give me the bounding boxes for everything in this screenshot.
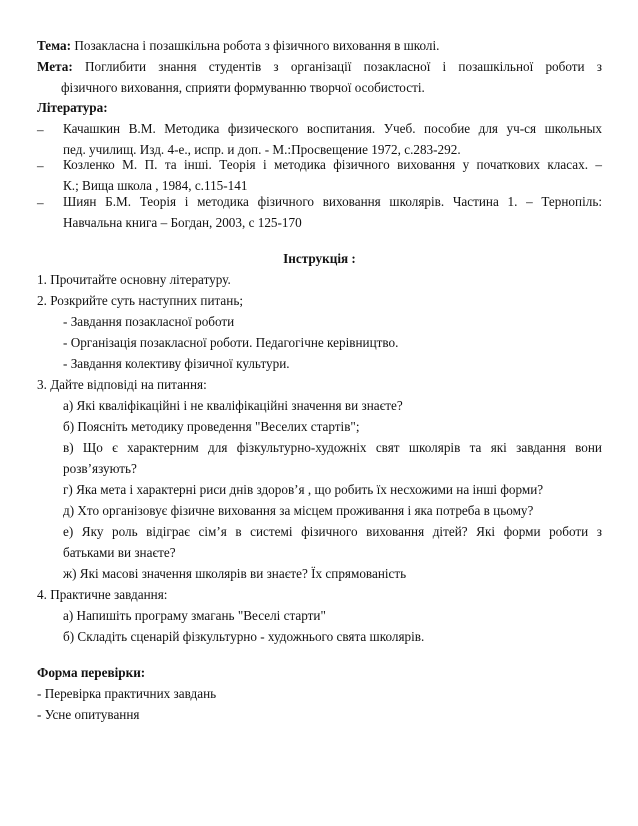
step-2-item: - Завдання колективу фізичної культури.: [63, 356, 290, 371]
topic-text: Позакласна і позашкільна робота з фізичного виховання в школі.: [74, 38, 440, 53]
step-2-item: - Завдання позакласної роботи: [63, 314, 235, 329]
question-g: ж) Які масові значення школярів ви знаєте? Їх спрямованість: [63, 566, 407, 581]
task-a: а) Напишіть програму змагань "Веселі старти": [63, 608, 326, 623]
literature-item-1-line-1: Качашкин В.М. Методика физического воспитания. Учеб. пособие для уч-ся школьных: [63, 121, 602, 136]
goal-line-2: фізичного виховання, сприяти формуванню творчої особистості.: [61, 80, 425, 95]
instruction-step-3: 3. Дайте відповіді на питання:: [37, 377, 207, 392]
question-e: д) Хто організовує фізичне виховання за місцем проживання і яка потреба в цьому?: [63, 503, 534, 518]
literature-item-2-line-1: Козленко М. П. та інші. Теорія і методика фізичного виховання у початкових класах. –: [63, 157, 602, 172]
question-c-line-1: в) Що є характерним для фізкультурно-художніх свят школярів та які завдання вони: [63, 440, 602, 455]
instruction-step-2: 2. Розкрийте суть наступних питань;: [37, 293, 244, 308]
check-item: - Перевірка практичних завдань: [37, 686, 217, 701]
question-f-line-2: батьками ви знаєте?: [63, 545, 176, 560]
literature-item-2-line-2: К.; Вища школа , 1984, с.115-141: [63, 178, 248, 193]
literature-item-3-line-1: Шиян Б.М. Теорія і методика фізичного виховання школярів. Частина 1. – Тернопіль:: [63, 194, 602, 209]
task-b: б) Складіть сценарій фізкультурно - художнього свята школярів.: [63, 629, 425, 644]
question-c-line-2: розв’язують?: [63, 461, 137, 476]
goal-text-1: Поглибити знання студентів з організації позакласної і позашкільної роботи з: [84, 59, 602, 74]
literature-item-1-line-2: пед. училищ. Изд. 4-е., испр. и доп. - М.:Просвещение 1972, с.283-292.: [63, 142, 461, 157]
literature-marker: –: [37, 122, 44, 137]
question-b: б) Поясніть методику проведення "Веселих стартів";: [63, 419, 360, 434]
question-d: г) Яка мета і характерні риси днів здоров’я , що робить їх несхожими на інші форми?: [63, 482, 544, 497]
question-a: а) Які кваліфікаційні і не кваліфікаційні значення ви знаєте?: [63, 398, 403, 413]
literature-marker: –: [37, 195, 44, 210]
goal-label: Мета:: [37, 59, 73, 74]
literature-marker: –: [37, 158, 44, 173]
topic-line: [37, 37, 602, 54]
check-item: - Усне опитування: [37, 707, 140, 722]
literature-title: Література:: [37, 100, 108, 115]
question-f-line-1: е) Яку роль відіграє сім’я в системі фізичного виховання дітей? Які форми роботи з: [63, 524, 602, 539]
step-2-item: - Організація позакласної роботи. Педагогічне керівництво.: [63, 335, 399, 350]
check-title: Форма перевірки:: [37, 665, 146, 680]
topic-label: Тема:: [37, 38, 72, 53]
instruction-title: Інструкція :: [283, 251, 356, 266]
instruction-step-1: 1. Прочитайте основну літературу.: [37, 272, 231, 287]
instruction-step-4: 4. Практичне завдання:: [37, 587, 168, 602]
goal-line-1: [37, 58, 602, 75]
literature-item-3-line-2: Навчальна книга – Богдан, 2003, с 125-170: [63, 215, 302, 230]
